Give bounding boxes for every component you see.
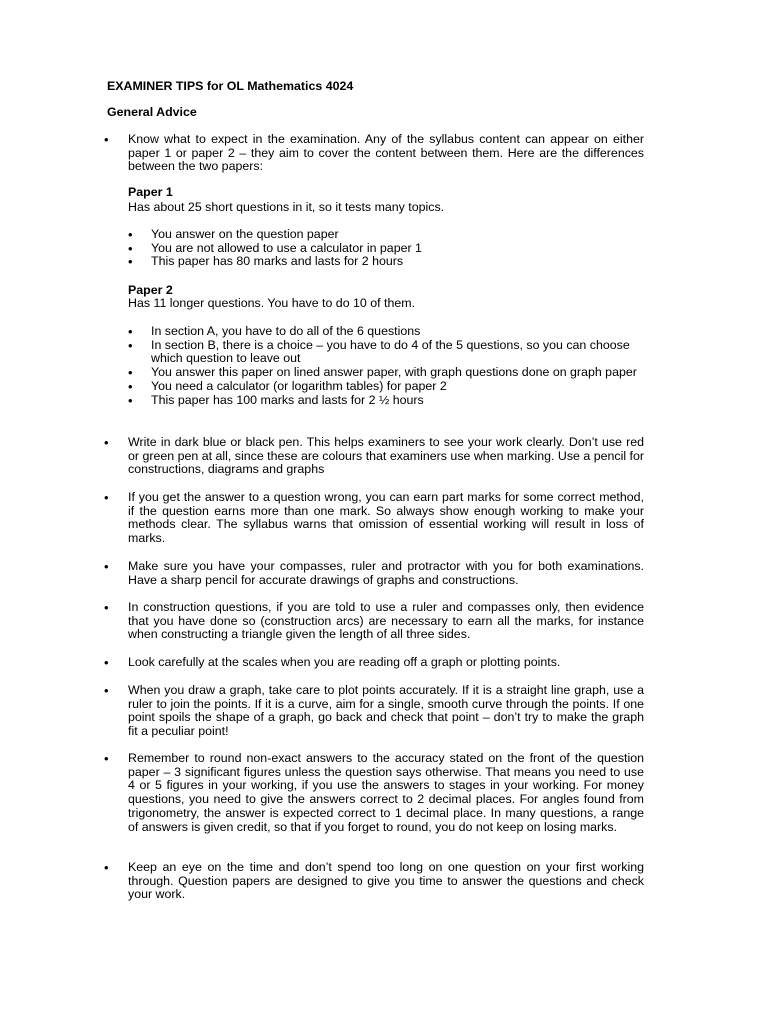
tip-paragraph: Keep an eye on the time and don’t spend too long on one question on your first working through. Question papers are designed to give you time to answer the questions and check your work.: [128, 860, 644, 902]
bullet-marker: •: [128, 337, 133, 353]
bullet-marker: •: [128, 378, 133, 394]
paper2-heading: Paper 2: [128, 283, 173, 297]
bullet-marker: •: [128, 365, 133, 381]
tip-paragraph: In construction questions, if you are told to use a ruler and compasses only, then evidence that you have done so (construction arcs) are necessary to earn all the marks, for instance when constructing a triangle given the length of all three sides.: [128, 600, 644, 642]
paper1-summary: Has about 25 short questions in it, so it tests many topics.: [128, 200, 445, 214]
bullet-marker: •: [128, 227, 133, 242]
list-item-text: You answer on the question paper: [151, 227, 339, 241]
tip-paragraph: Look carefully at the scales when you are reading off a graph or plotting points.: [128, 655, 561, 669]
tip-paragraph: When you draw a graph, take care to plot points accurately. If it is a straight line graph, use a ruler to join the points. If it is a curve, aim for a single, smooth curve through the points. If one point spoils the shape of a graph, go back and check that point – don’t try to make the graph fit a peculiar point!: [128, 683, 644, 739]
list-item: [128, 339, 644, 366]
document-title: EXAMINER TIPS for OL Mathematics 4024: [107, 79, 354, 93]
paper1-heading: Paper 1: [128, 185, 173, 199]
list-item-text: In section A, you have to do all of the 6 questions: [151, 324, 421, 338]
tip-paragraph: Write in dark blue or black pen. This helps examiners to see your work clearly. Don’t use red or green pen at all, since these are colours that examiners use when marking. Use a pencil for constructions, diagrams and graphs: [128, 435, 644, 477]
list-item-text: You answer this paper on lined answer paper, with graph questions done on graph paper: [151, 365, 637, 380]
bullet-marker: •: [104, 655, 109, 670]
tip-paragraph: Remember to round non-exact answers to the accuracy stated on the front of the question paper – 3 significant figures unless the question says otherwise. That means you need to use 4 or 5 figures in your working, if you use the answers to stages in your working. For money questions, you need to give the answers correct to 2 decimal places. For angles found from trigonometry, the answer is expected correct to 1 decimal place. In many questions, a range of answers is given credit, so that if you forget to round, you do not keep on losing marks.: [128, 751, 644, 834]
paper2-points: [128, 325, 644, 407]
bullet-marker: •: [128, 254, 133, 270]
list-item-text: This paper has 100 marks and lasts for 2 ½ hours: [151, 392, 424, 407]
list-item: [128, 325, 644, 339]
bullet-marker: •: [128, 324, 133, 339]
bullet-marker: •: [104, 751, 109, 766]
tip-paragraph: Make sure you have your compasses, ruler and protractor with you for both examinations. Have a sharp pencil for accurate drawings of graphs and constructions.: [128, 559, 644, 587]
bullet-marker: •: [104, 600, 109, 615]
list-item-text: You need a calculator (or logarithm tables) for paper 2: [151, 378, 447, 393]
bullet-marker: •: [104, 435, 109, 450]
list-item: [128, 380, 644, 394]
bullet-marker: •: [104, 490, 109, 505]
paper1-points: [128, 228, 644, 269]
paper2-summary: Has 11 longer questions. You have to do 10 of them.: [128, 296, 416, 310]
bullet-marker: •: [104, 683, 109, 698]
bullet-marker: •: [104, 132, 109, 147]
bullet-marker: •: [128, 240, 133, 256]
list-item: [128, 394, 644, 408]
list-item-text: This paper has 80 marks and lasts for 2 hours: [151, 254, 404, 269]
section-heading: General Advice: [107, 105, 197, 119]
list-item: [128, 366, 644, 380]
intro-paragraph: Know what to expect in the examination. Any of the syllabus content can appear on either paper 1 or paper 2 – they aim to cover the content between them. Here are the differences between the two papers:: [128, 132, 644, 174]
list-item-text: You are not allowed to use a calculator in paper 1: [151, 240, 422, 255]
bullet-marker: •: [128, 392, 133, 408]
list-item: [128, 242, 644, 256]
bullet-marker: •: [104, 860, 109, 875]
tip-paragraph: If you get the answer to a question wrong, you can earn part marks for some correct method, if the question earns more than one mark. So always show enough working to make your methods clear. The syllabus warns that omission of essential working will result in loss of marks.: [128, 490, 644, 546]
list-item-text: In section B, there is a choice – you have to do 4 of the 5 questions, so you can choose which question to leave out: [151, 337, 630, 366]
list-item: [128, 228, 644, 242]
list-item: [128, 255, 644, 269]
bullet-marker: •: [104, 559, 109, 574]
